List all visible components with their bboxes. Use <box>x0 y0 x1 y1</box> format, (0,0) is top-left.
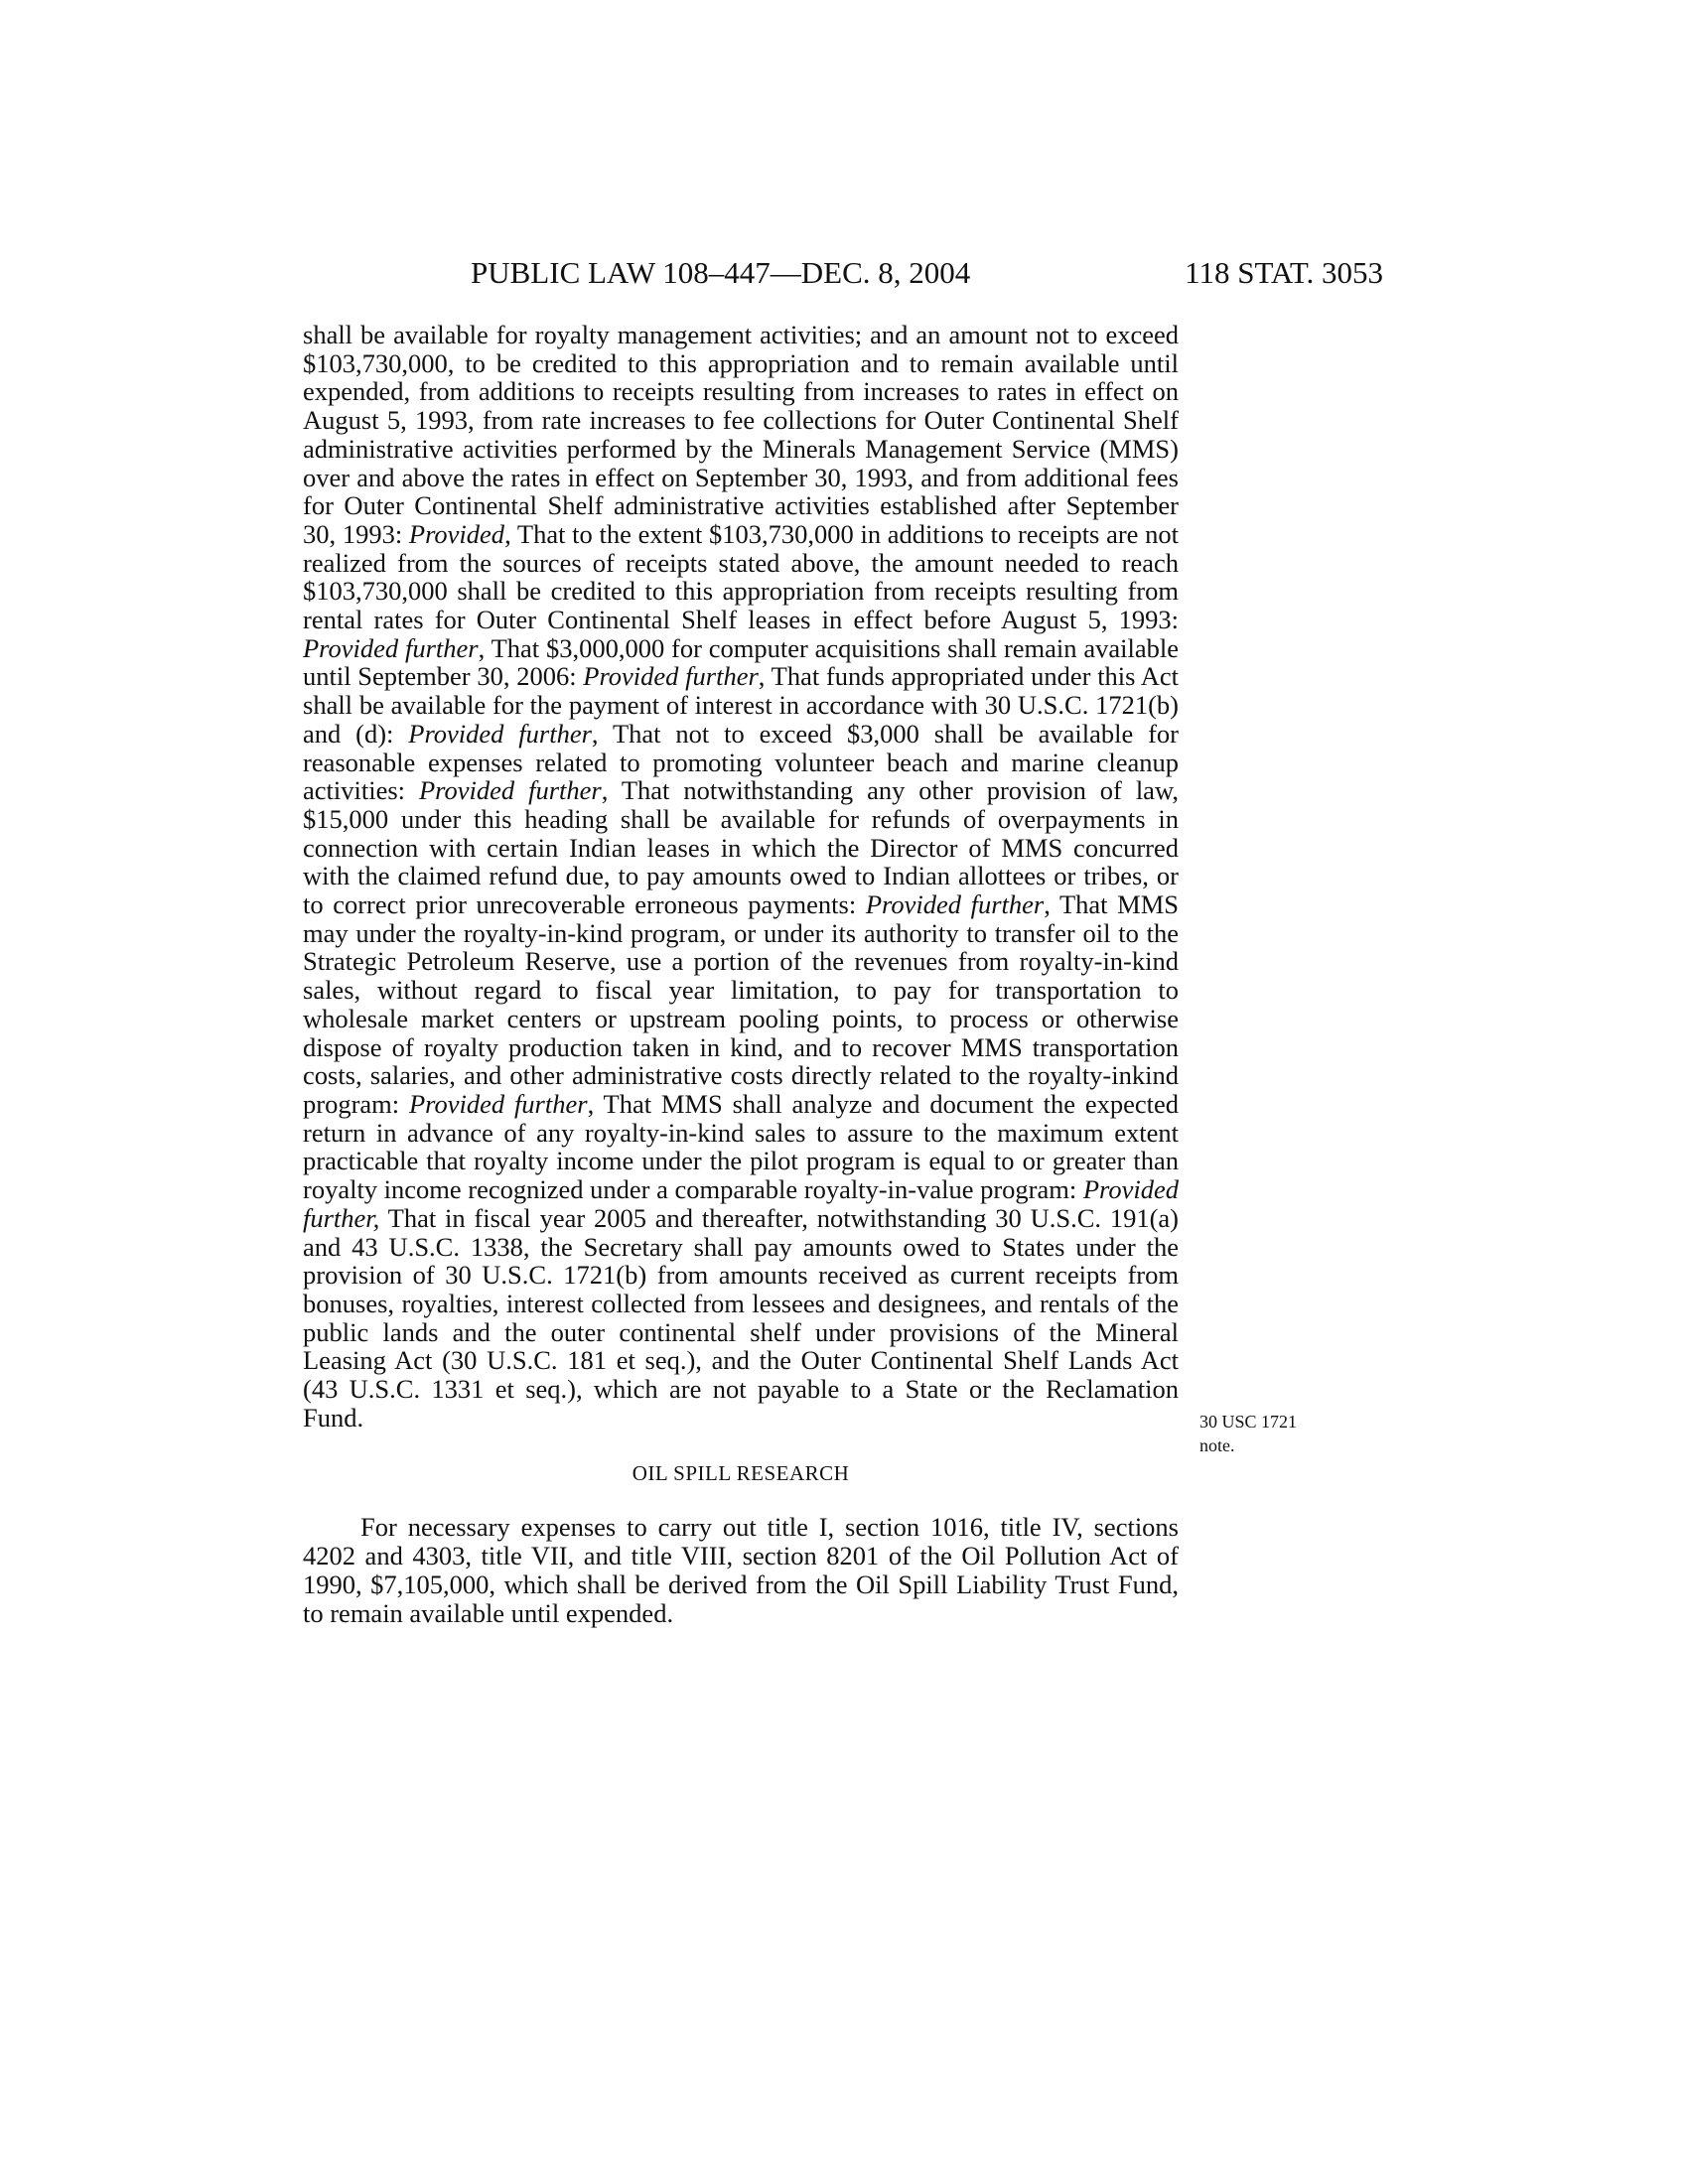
proviso-italic: Provided further <box>408 1088 588 1119</box>
text-run: , That notwithstanding any other provision of law, $15,000 under this heading shall be available for refunds of overpayments in connection with certain Indian leases in which the Director of MMS concurred with the claimed refund due, to pay amounts owed to Indian allottees or tribes, or to correct prior unrecoverable erroneous payments: <box>303 775 1179 920</box>
text-run: shall be available for royalty management activities; and an amount not to exceed $103,730,000, to be credited to this appropriation and to remain available until expended, from additions to receipts resulting from increases to rates in effect on August 5, 1993, from rate increases to fee collections for Outer Continental Shelf administrative activities performed by the Minerals Management Service (MMS) over and above the rates in effect on September 30, 1993, and from additional fees for Outer Continental Shelf administrative activities established after September 30, 1993: <box>303 320 1179 549</box>
paragraph-royalty-management <box>303 321 1179 1432</box>
margin-note-citation: 30 USC 1721 <box>1199 1412 1298 1432</box>
body-text-column <box>303 321 1179 1627</box>
text-run: , That to the extent $103,730,000 in additions to receipts are not realized from the sources of receipts stated above, the amount needed to reach $103,730,000 shall be credited to this appropriation from receipts resulting from rental rates for Outer Continental Shelf leases in effect before August 5, 1993: <box>303 518 1179 635</box>
text-run: That in fiscal year 2005 and thereafter, notwithstanding 30 U.S.C. 191(a) and 43 U.S.C. 1338, the Secretary shall pay amounts owed to States under the provision of 30 U.S.C. 1721(b) from amounts received as current receipts from bonuses, royalties, interest collected from lessees and designees, and rentals of the public lands and the outer continental shelf under provisions of the Mineral Leasing Act (30 U.S.C. 181 et seq.), and the Outer Continental Shelf Lands Act (43 U.S.C. 1331 et seq.), which are not payable to a State or the Reclamation Fund. <box>303 1202 1179 1433</box>
proviso-italic: Provided further <box>303 632 479 663</box>
text-run: , That MMS may under the royalty-in-kind program, or under its authority to transfer oil to the Strategic Petroleum Reserve, use a portion of the revenues from royalty-in-kind sales, without regard to fiscal year limitation, to pay for transportation to wholesale market centers or upstream pooling points, to process or otherwise dispose of royalty production taken in kind, and to recover MMS transportation costs, salaries, and other administrative costs directly related to the royalty-inkind program: <box>303 889 1180 1119</box>
text-run: , That MMS shall analyze and document the expected return in advance of any royalty-in-kind sales to assure to the maximum extent practicable that royalty income under the pilot program is equal to or greater than royalty income recognized under a comparable royalty-in-value program: <box>303 1088 1180 1205</box>
paragraph-oil-spill-research: For necessary expenses to carry out title I, section 1016, title IV, sections 4202 and 4303, title VII, and title VIII, section 8201 of the Oil Pollution Act of 1990, $7,105,000, which shall be derived from the Oil Spill Liability Trust Fund, to remain available until expended. <box>303 1512 1179 1628</box>
proviso-italic: Provided further <box>583 661 759 692</box>
margin-note-label: note. <box>1199 1435 1235 1455</box>
statute-page-number: 118 STAT. 3053 <box>1185 255 1383 290</box>
running-head <box>471 253 1383 293</box>
text-run: , That $3,000,000 for computer acquisitions shall remain available until September 30, 2006: <box>303 632 1179 692</box>
proviso-italic: Provided further <box>865 889 1045 920</box>
proviso-italic: Provided <box>408 518 505 549</box>
text-run: , That not to exceed $3,000 shall be available for reasonable expenses related to promoting volunteer beach and marine cleanup activities: <box>303 718 1179 806</box>
margin-note <box>1199 1410 1319 1457</box>
proviso-italic: Provided further <box>408 718 592 749</box>
proviso-italic: Provided further <box>418 775 602 806</box>
proviso-italic: Provided further, <box>303 1174 1179 1233</box>
text-run: , That funds appropriated under this Act shall be available for the payment of interest in accordance with 30 U.S.C. 1721(b) and (d): <box>303 661 1179 749</box>
public-law-citation: PUBLIC LAW 108–447—DEC. 8, 2004 <box>471 255 971 290</box>
section-heading: OIL SPILL RESEARCH <box>632 1461 850 1486</box>
